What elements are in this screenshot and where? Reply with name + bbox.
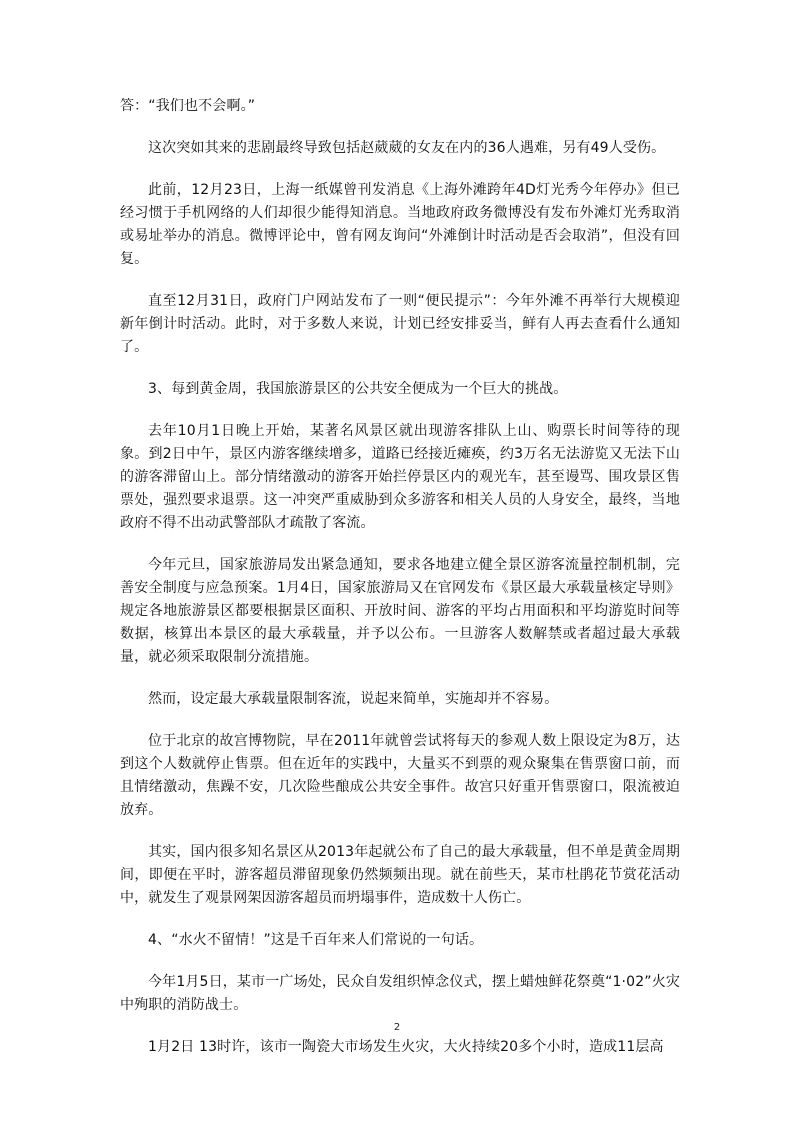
paragraph-scenic-area-incident: 去年10月1日晚上开始，某著名风景区就出现游客排队上山、购票长时间等待的现象。到2日中午，景区内游客继续增多，道路已经接近瘫痪，约3万名无法游览又无法下山的游客滞留山上。部分情绪激动的游客开始拦停景区内的观光车，甚至谩骂、围攻景区售票处，强烈要求退票。这一冲突严重威胁到众多游客和相关人员的人身安全，最终，当地政府不得不出动武警部队才疏散了客流。 [120, 423, 680, 531]
paragraph-dialogue-answer: 答：“我们也不会啊。” [120, 98, 256, 114]
paragraph-government-notice: 直至12月31日，政府门户网站发布了一则“便民提示”：今年外滩不再举行大规模迎新年倒计时活动。此时，对于多数人来说，计划已经安排妥当，鲜有人再去查看什么通知了。 [120, 293, 680, 355]
paragraph-tourism-regulation: 今年元旦，国家旅游局发出紧急通知，要求各地建立健全景区游客流量控制机制，完善安全制度与应急预案。1月4日，国家旅游局又在官网发布《景区最大承载量核定导则》规定各地旅游景区都要根据景区面积、开放时间、游客的平均占用面积和平均游览时间等数据，核算出本景区的最大承载量，并予以公布。一旦游客人数解禁或者超过最大承载量，就必须采取限制分流措施。 [120, 557, 680, 665]
page-number: 2 [393, 1022, 401, 1033]
paragraph-capacity-overload: 其实，国内很多知名景区从2013年起就公布了自己的最大承载量，但不单是黄金周期间，即便在平时，游客超员滞留现象仍然频频出现。就在前些天，某市杜鹃花节赏花活动中，就发生了观景网架因游客超员而坍塌事件，造成数十人伤亡。 [120, 844, 680, 906]
paragraph-memorial: 今年1月5日，某市一广场处，民众自发组织悼念仪式，摆上蜡烛鲜花祭奠“1·02”火灾中殉职的消防战士。 [120, 974, 680, 1013]
paragraph-palace-museum: 位于北京的故宫博物院，早在2011年就曾尝试将每天的参观人数上限设定为8万，达到这个人数就停止售票。但在近年的实践中，大量买不到票的观众聚集在售票窗口前，而且情绪激动，焦躁不安，几次险些酿成公共安全事件。故宫只好重开售票窗口，限流被迫放弃。 [120, 733, 680, 818]
paragraph-casualties: 这次突如其来的悲剧最终导致包括赵葳葳的女友在内的36人遇难，另有49人受伤。 [148, 140, 666, 156]
paragraph-implementation-difficulty: 然而，设定最大承载量限制客流，说起来简单，实施却并不容易。 [148, 691, 559, 707]
paragraph-section-3-heading: 3、每到黄金周，我国旅游景区的公共安全便成为一个巨大的挑战。 [148, 381, 568, 397]
document-body [120, 95, 680, 1078]
paragraph-section-4-heading: 4、“水火不留情！”这是千百年来人们常说的一句话。 [148, 932, 484, 948]
paragraph-news-notice: 此前，12月23日，上海一纸媒曾刊发消息《上海外滩跨年4D灯光秀今年停办》但已经习惯于手机网络的人们却很少能得知消息。当地政府政务微博没有发布外滩灯光秀取消或易址举办的消息。微博评论中，曾有网友询问“外滩倒计时活动是否会取消”，但没有回复。 [120, 182, 680, 267]
paragraph-fire-incident: 1月2日 13时许，该市一陶瓷大市场发生火灾，大火持续20多个小时，造成11层高 [148, 1039, 664, 1055]
